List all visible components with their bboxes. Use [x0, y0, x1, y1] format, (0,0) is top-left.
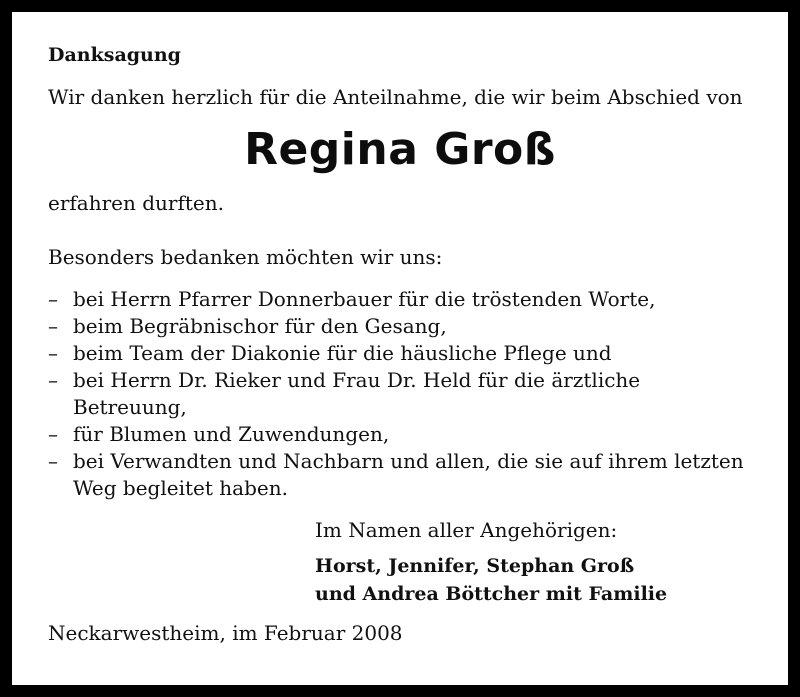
signatories [315, 552, 667, 608]
dash-bullet: – [48, 449, 58, 473]
notice-heading: Danksagung [48, 44, 181, 66]
after-name-text: erfahren durften. [48, 191, 224, 215]
dash-bullet: – [48, 341, 58, 365]
thanks-intro: Besonders bedanken möchten wir uns: [48, 245, 443, 269]
dash-bullet: – [48, 422, 58, 446]
thanks-item [48, 286, 768, 313]
signatory-line: Horst, Jennifer, Stephan Groß [315, 555, 635, 577]
notice-content [12, 12, 788, 685]
thanks-item [48, 313, 768, 340]
thanks-item-line: bei Herrn Pfarrer Donnerbauer für die tröstenden Worte, [73, 287, 656, 311]
signatory-line: und Andrea Böttcher mit Familie [315, 583, 668, 605]
thanks-item-line: beim Begräbnischor für den Gesang, [73, 314, 447, 338]
thanks-item [48, 340, 768, 367]
deceased-name: Regina Groß [244, 124, 556, 175]
thanks-list [48, 286, 768, 502]
signature-intro: Im Namen aller Angehörigen: [315, 518, 618, 542]
intro-text: Wir danken herzlich für die Anteilnahme, die wir beim Abschied von [48, 85, 743, 109]
thanks-item [48, 367, 768, 421]
place-date: Neckarwestheim, im Februar 2008 [48, 621, 403, 645]
dash-bullet: – [48, 314, 58, 338]
thanks-item [48, 448, 768, 502]
thanks-item-line: beim Team der Diakonie für die häusliche Pflege und [73, 341, 612, 365]
dash-bullet: – [48, 287, 58, 311]
dash-bullet: – [48, 368, 58, 392]
thanks-item-line: bei Herrn Dr. Rieker und Frau Dr. Held für die ärztliche [73, 368, 641, 392]
thanks-item [48, 421, 768, 448]
thanks-item-line: für Blumen und Zuwendungen, [73, 422, 390, 446]
thanks-item-line: bei Verwandten und Nachbarn und allen, die sie auf ihrem letzten [73, 449, 744, 473]
thanks-item-line: Betreuung, [73, 395, 187, 419]
thanks-item-line: Weg begleitet haben. [73, 476, 288, 500]
